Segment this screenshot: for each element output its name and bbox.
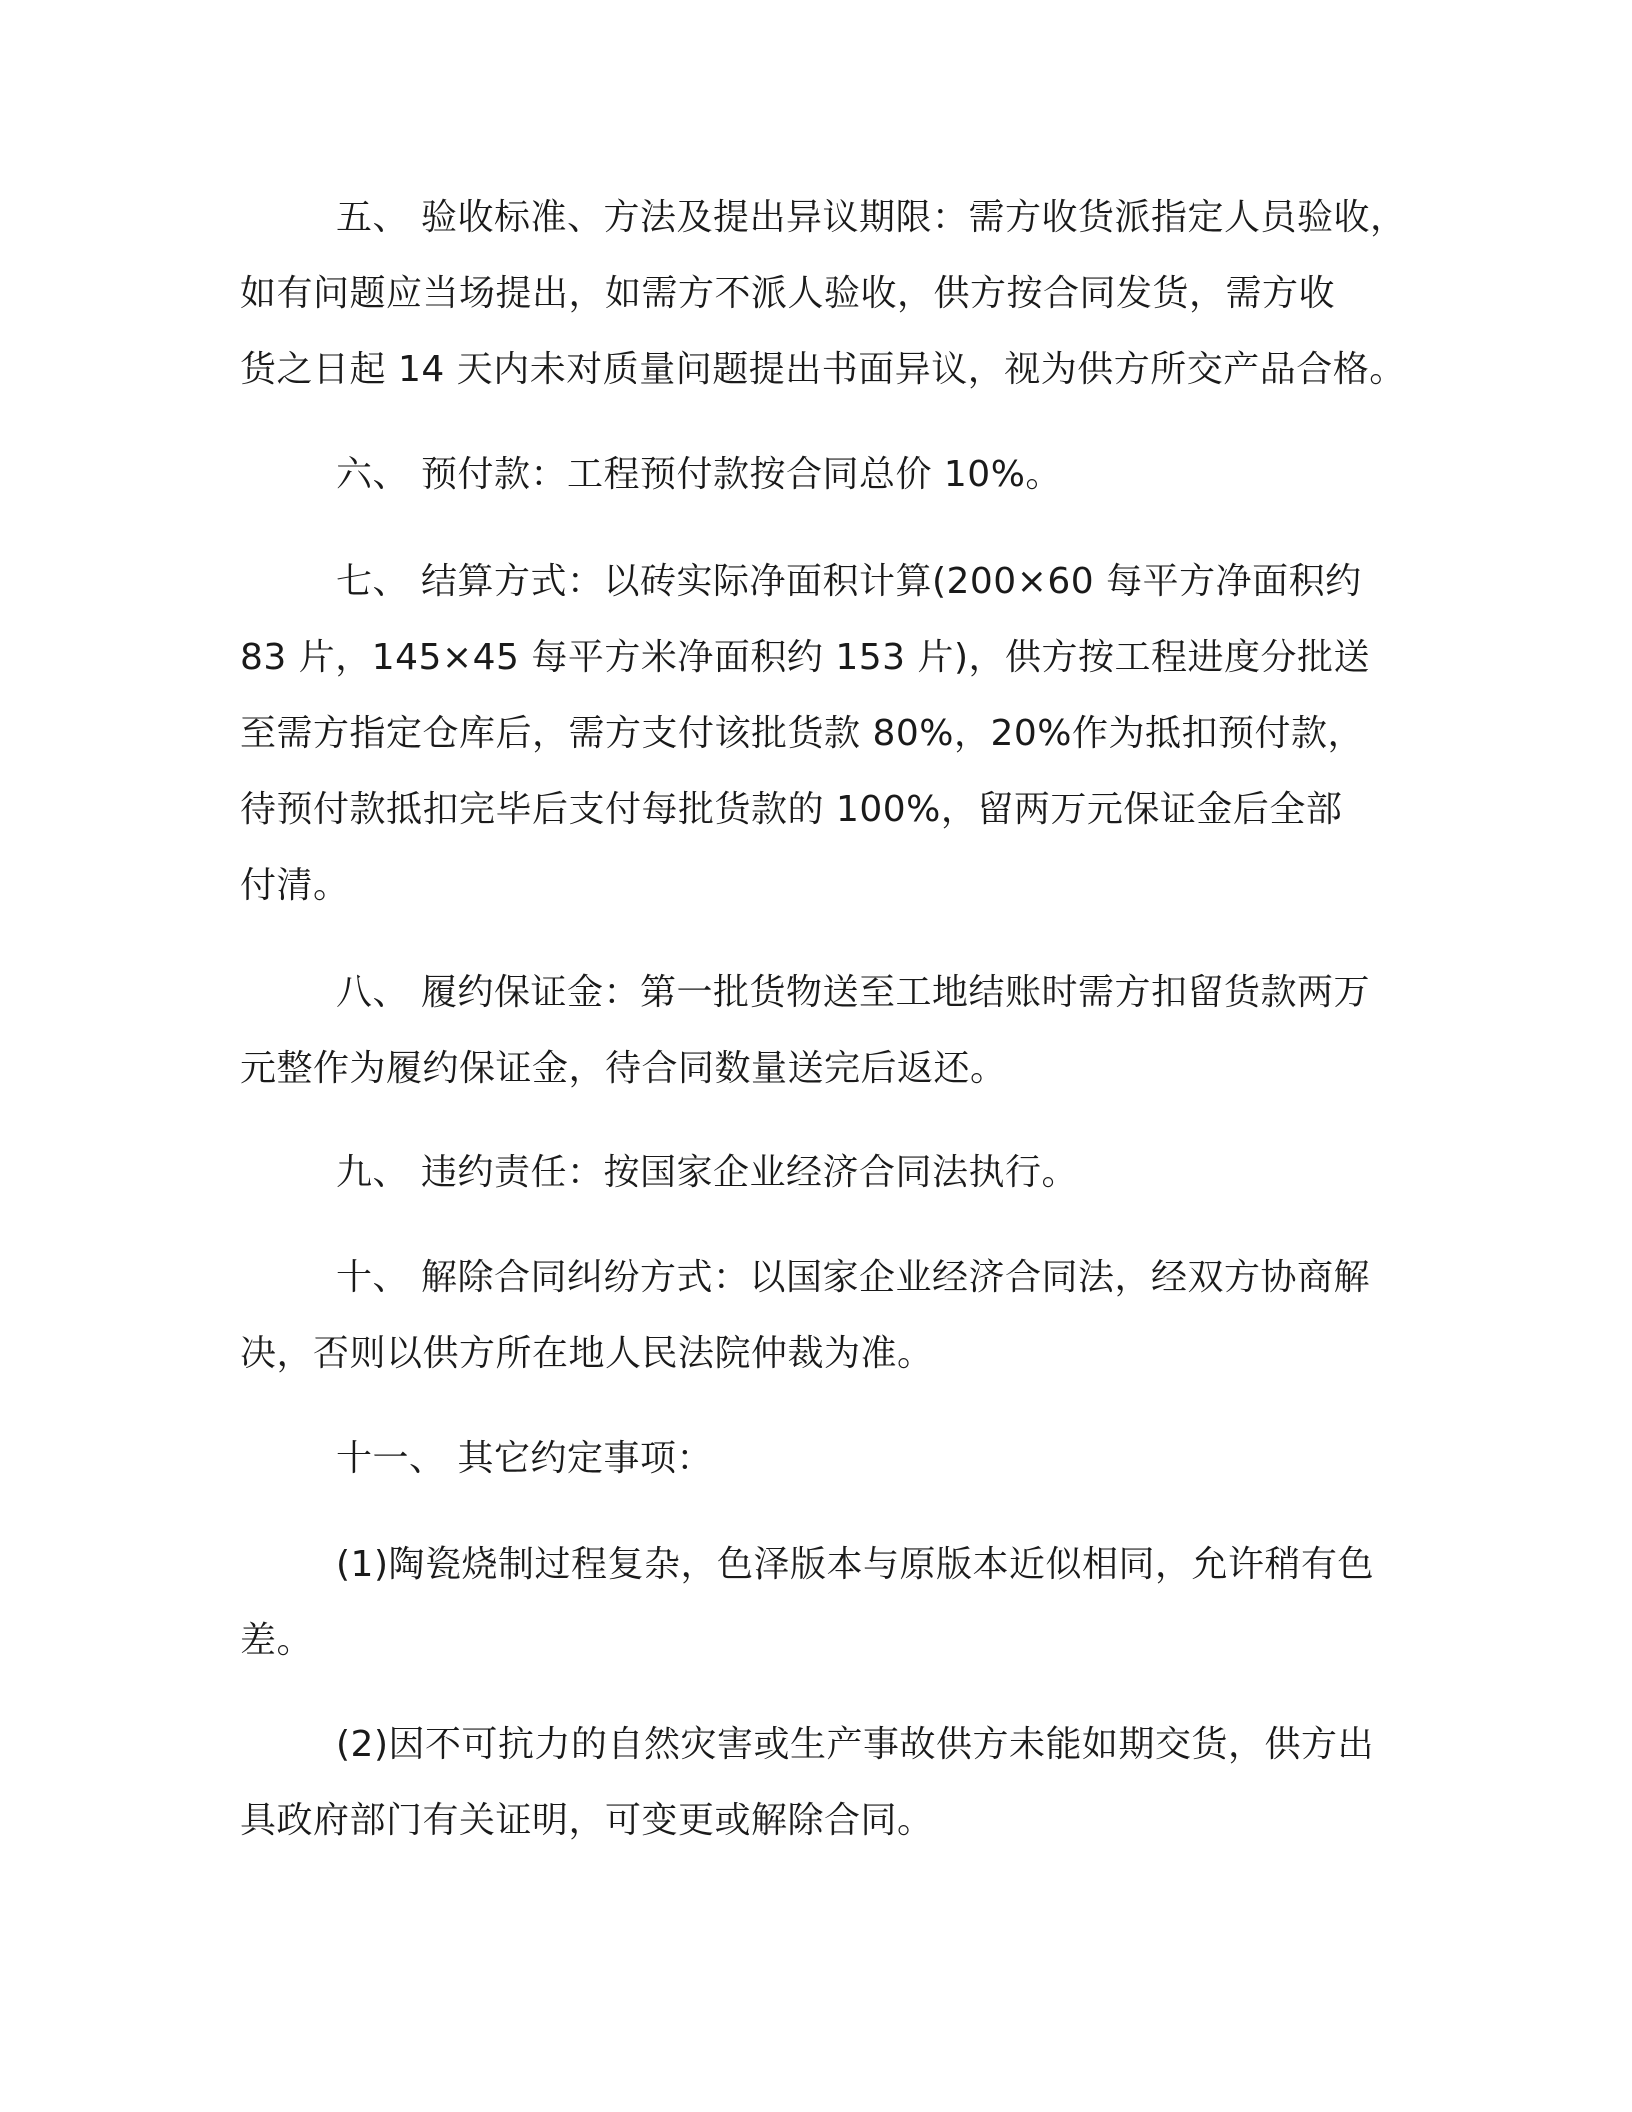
text-line: 八、 履约保证金：第一批货物送至工地结账时需方扣留货款两万 [336, 972, 1370, 1013]
text-line: (2)因不可抗力的自然灾害或生产事故供方未能如期交货，供方出 [336, 1724, 1374, 1765]
text-line: 九、 违约责任：按国家企业经济合同法执行。 [336, 1152, 1078, 1193]
section-8-performance-bond [240, 955, 1390, 1107]
text-line: 至需方指定仓库后，需方支付该批货款 80%，20%作为抵扣预付款， [240, 713, 1364, 754]
text-line: 五、 验收标准、方法及提出异议期限：需方收货派指定人员验收， [336, 197, 1407, 238]
section-10-dispute-resolution [240, 1240, 1390, 1392]
clause-1-color-variation [240, 1527, 1390, 1679]
text-line: 差。 [240, 1620, 314, 1661]
text-line: 付清。 [240, 865, 350, 906]
clause-2-force-majeure [240, 1707, 1390, 1859]
text-line: 如有问题应当场提出，如需方不派人验收，供方按合同发货，需方收 [240, 273, 1336, 314]
text-line: 十、 解除合同纠纷方式：以国家企业经济合同法，经双方协商解 [336, 1257, 1370, 1298]
section-11-other-terms [240, 1421, 1390, 1497]
section-6-prepayment [240, 437, 1390, 513]
text-line: 六、 预付款：工程预付款按合同总价 10%。 [336, 454, 1062, 495]
text-line: 决，否则以供方所在地人民法院仲裁为准。 [240, 1333, 934, 1374]
text-line: 货之日起 14 天内未对质量问题提出书面异议，视为供方所交产品合格。 [240, 349, 1406, 390]
text-line: 具政府部门有关证明，可变更或解除合同。 [240, 1800, 934, 1841]
text-line: 待预付款抵扣完毕后支付每批货款的 100%，留两万元保证金后全部 [240, 789, 1343, 830]
text-line: 83 片，145×45 每平方米净面积约 153 片)，供方按工程进度分批送 [240, 637, 1371, 678]
section-7-settlement [240, 544, 1390, 924]
text-line: (1)陶瓷烧制过程复杂，色泽版本与原版本近似相同，允许稍有色 [336, 1544, 1374, 1585]
text-line: 七、 结算方式：以砖实际净面积计算(200×60 每平方净面积约 [336, 561, 1362, 602]
section-5-acceptance [240, 180, 1407, 408]
text-line: 十一、 其它约定事项： [336, 1438, 713, 1479]
section-9-liability [240, 1135, 1390, 1211]
text-line: 元整作为履约保证金，待合同数量送完后返还。 [240, 1048, 1007, 1089]
